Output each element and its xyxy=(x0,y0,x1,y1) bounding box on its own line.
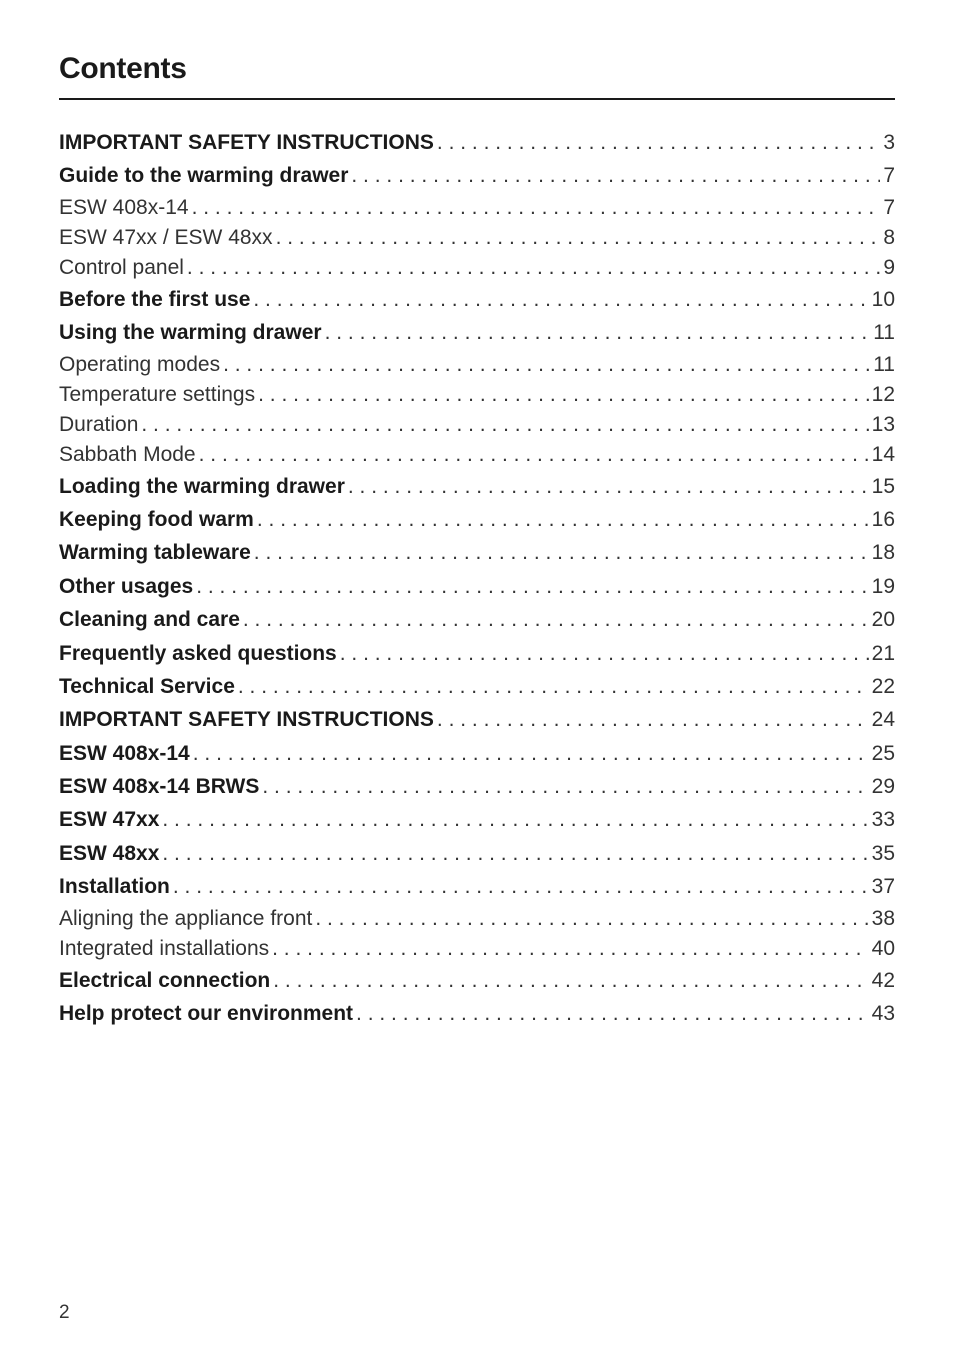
dot-leader xyxy=(262,770,868,803)
toc-entry[interactable] xyxy=(59,870,895,903)
dot-leader xyxy=(437,703,869,736)
page-number: 2 xyxy=(59,1302,70,1323)
toc-entry-page: 29 xyxy=(871,775,895,799)
toc-entry[interactable] xyxy=(59,803,895,836)
toc-entry-label: Control panel xyxy=(59,255,184,279)
dot-leader xyxy=(187,253,880,283)
toc-entry-label: IMPORTANT SAFETY INSTRUCTIONS xyxy=(59,131,434,154)
dot-leader xyxy=(162,803,868,836)
toc-entry-label: ESW 408x-14 xyxy=(59,195,189,219)
toc-entry[interactable] xyxy=(59,603,895,636)
dot-leader xyxy=(340,637,869,670)
toc-entry-label: Help protect our environment xyxy=(59,1002,354,1026)
toc-entry[interactable] xyxy=(59,703,895,736)
toc-entry-label: Installation xyxy=(59,875,170,899)
toc-entry-label: Using the warming drawer xyxy=(59,321,322,345)
toc-entry-page: 19 xyxy=(871,574,895,598)
toc-entry[interactable] xyxy=(59,837,895,870)
dot-leader xyxy=(315,904,868,934)
toc-entry-label: ESW 408x-14 xyxy=(59,741,190,765)
dot-leader xyxy=(199,440,869,470)
toc-entry-label: Aligning the appliance front xyxy=(59,906,313,930)
table-of-contents xyxy=(59,126,895,1030)
toc-entry-label: Other usages xyxy=(59,574,194,598)
dot-leader xyxy=(257,503,869,536)
toc-entry-page: 9 xyxy=(883,255,895,279)
dot-leader xyxy=(272,934,869,964)
toc-entry-page: 15 xyxy=(871,474,895,498)
dot-leader xyxy=(238,670,869,703)
toc-entry-page: 16 xyxy=(871,507,895,531)
toc-entry-page: 3 xyxy=(883,131,895,154)
toc-entry-page: 33 xyxy=(871,808,895,832)
toc-entry-label: Temperature settings xyxy=(59,382,256,406)
toc-entry-label: Keeping food warm xyxy=(59,507,254,531)
toc-entry-label: ESW 47xx xyxy=(59,808,160,832)
toc-entry[interactable] xyxy=(59,570,895,603)
toc-entry-label: Operating modes xyxy=(59,352,221,376)
toc-entry[interactable] xyxy=(59,536,895,569)
dot-leader xyxy=(223,350,870,380)
dot-leader xyxy=(192,193,881,223)
toc-entry[interactable] xyxy=(59,904,895,934)
toc-entry[interactable] xyxy=(59,253,895,283)
dot-leader xyxy=(351,159,880,192)
toc-entry-page: 25 xyxy=(871,741,895,765)
toc-entry-page: 13 xyxy=(871,412,895,436)
toc-entry[interactable] xyxy=(59,223,895,253)
toc-entry-page: 38 xyxy=(871,906,895,930)
toc-entry-label: ESW 47xx / ESW 48xx xyxy=(59,225,273,249)
toc-entry-page: 37 xyxy=(871,875,895,899)
toc-entry[interactable] xyxy=(59,637,895,670)
toc-entry-label: Guide to the warming drawer xyxy=(59,164,349,188)
toc-entry-page: 42 xyxy=(871,968,895,992)
toc-entry[interactable] xyxy=(59,997,895,1030)
dot-leader xyxy=(273,964,868,997)
toc-entry[interactable] xyxy=(59,670,895,703)
dot-leader xyxy=(254,536,869,569)
toc-entry-label: Before the first use xyxy=(59,287,251,311)
toc-entry-page: 7 xyxy=(883,164,895,188)
dot-leader xyxy=(258,380,869,410)
toc-entry-page: 14 xyxy=(871,442,895,466)
toc-entry-page: 43 xyxy=(871,1002,895,1026)
toc-entry-label: ESW 48xx xyxy=(59,841,160,865)
toc-entry[interactable] xyxy=(59,470,895,503)
dot-leader xyxy=(437,126,880,159)
toc-entry-page: 10 xyxy=(871,287,895,311)
toc-entry-page: 7 xyxy=(883,195,895,219)
toc-entry[interactable] xyxy=(59,410,895,440)
toc-entry-page: 40 xyxy=(871,936,895,960)
dot-leader xyxy=(141,410,868,440)
toc-entry[interactable] xyxy=(59,503,895,536)
toc-entry-page: 24 xyxy=(871,708,895,732)
toc-entry-label: Frequently asked questions xyxy=(59,641,337,665)
toc-entry-page: 11 xyxy=(873,321,895,345)
toc-entry[interactable] xyxy=(59,964,895,997)
toc-entry-label: Duration xyxy=(59,412,139,436)
toc-entry-page: 35 xyxy=(871,841,895,865)
toc-entry-label: Integrated installations xyxy=(59,936,270,960)
toc-entry[interactable] xyxy=(59,440,895,470)
toc-entry[interactable] xyxy=(59,380,895,410)
toc-entry[interactable] xyxy=(59,159,895,192)
dot-leader xyxy=(356,997,869,1030)
toc-entry-page: 22 xyxy=(871,674,895,698)
toc-entry[interactable] xyxy=(59,126,895,159)
toc-entry-label: IMPORTANT SAFETY INSTRUCTIONS xyxy=(59,708,434,732)
dot-leader xyxy=(162,837,868,870)
toc-entry[interactable] xyxy=(59,193,895,223)
toc-entry-label: Warming tableware xyxy=(59,541,251,565)
page-title: Contents xyxy=(59,52,187,85)
toc-entry-label: Cleaning and care xyxy=(59,608,240,632)
toc-entry-page: 18 xyxy=(871,541,895,565)
dot-leader xyxy=(276,223,881,253)
dot-leader xyxy=(173,870,869,903)
toc-entry-label: Loading the warming drawer xyxy=(59,474,345,498)
dot-leader xyxy=(193,737,869,770)
toc-entry-page: 11 xyxy=(873,352,895,376)
toc-entry-label: Electrical connection xyxy=(59,968,271,992)
title-divider xyxy=(59,98,895,100)
toc-entry-page: 20 xyxy=(871,608,895,632)
toc-entry-label: ESW 408x-14 BRWS xyxy=(59,775,260,799)
toc-entry-page: 12 xyxy=(871,382,895,406)
dot-leader xyxy=(253,283,868,316)
dot-leader xyxy=(243,603,869,636)
toc-entry-page: 21 xyxy=(871,641,895,665)
toc-entry[interactable] xyxy=(59,737,895,770)
toc-entry-label: Technical Service xyxy=(59,674,235,698)
dot-leader xyxy=(325,316,871,349)
dot-leader xyxy=(348,470,869,503)
toc-entry[interactable] xyxy=(59,283,895,316)
dot-leader xyxy=(196,570,868,603)
toc-entry-label: Sabbath Mode xyxy=(59,442,196,466)
toc-entry[interactable] xyxy=(59,316,895,349)
toc-entry-page: 8 xyxy=(883,225,895,249)
toc-entry[interactable] xyxy=(59,934,895,964)
toc-entry[interactable] xyxy=(59,350,895,380)
toc-entry[interactable] xyxy=(59,770,895,803)
